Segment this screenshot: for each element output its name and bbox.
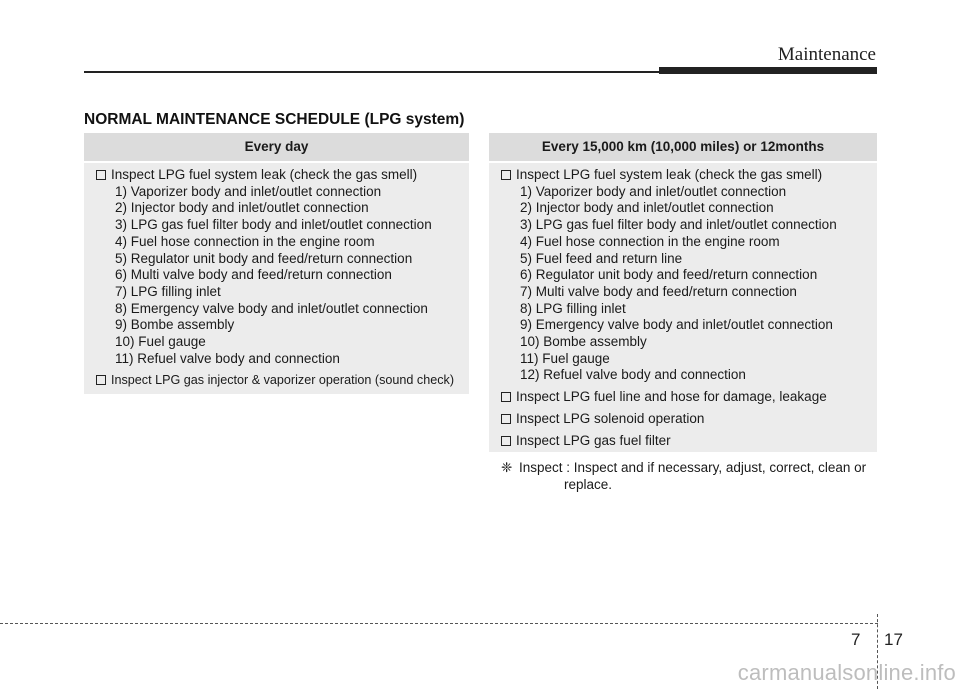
checklist-subitem: 9) Emergency valve body and inlet/outlet connection xyxy=(520,317,833,333)
checklist-item xyxy=(96,372,469,389)
checklist-subitem: 5) Regulator unit body and feed/return connection xyxy=(115,250,413,266)
checklist-item-label: Inspect LPG gas injector & vaporizer operation (sound check) xyxy=(111,373,455,388)
checklist-subitem: 8) Emergency valve body and inlet/outlet connection xyxy=(115,300,428,316)
checkbox-icon xyxy=(501,170,511,180)
checklist-subitem: 4) Fuel hose connection in the engine room xyxy=(115,233,375,249)
footnote-symbol: ❈ xyxy=(501,460,513,475)
checklist-item xyxy=(501,411,877,428)
checklist-subitem: 6) Regulator unit body and feed/return connection xyxy=(520,267,818,283)
every-15000-header: Every 15,000 km (10,000 miles) or 12months xyxy=(489,133,877,163)
checklist-item xyxy=(501,433,877,450)
checkbox-icon xyxy=(501,436,511,446)
checkbox-icon xyxy=(501,392,511,402)
every-15000-box xyxy=(489,133,877,452)
page-title: NORMAL MAINTENANCE SCHEDULE (LPG system) xyxy=(84,111,465,128)
checklist-item xyxy=(96,167,469,367)
footnote-line2: replace. xyxy=(564,477,613,492)
checklist-subitem: 7) LPG filling inlet xyxy=(115,283,221,299)
checklist-item-label: Inspect LPG fuel system leak (check the gas smell) xyxy=(516,167,823,182)
footnote-line1: Inspect : Inspect and if necessary, adjust, correct, clean or xyxy=(519,460,867,475)
checklist-subitem: 9) Bombe assembly xyxy=(115,317,235,333)
checklist-subitem: 12) Refuel valve body and connection xyxy=(520,367,746,383)
checkbox-icon xyxy=(96,375,106,385)
header-rule-thin xyxy=(84,71,660,73)
checklist-subitem: 7) Multi valve body and feed/return connection xyxy=(520,283,797,299)
checklist-item xyxy=(501,389,877,406)
footnote xyxy=(501,459,871,493)
checkbox-icon xyxy=(501,414,511,424)
checklist-subitem: 11) Fuel gauge xyxy=(520,350,610,366)
checklist-item-label: Inspect LPG fuel system leak (check the gas smell) xyxy=(111,167,418,182)
checklist-subitem: 1) Vaporizer body and inlet/outlet connection xyxy=(115,183,382,199)
checklist-subitem: 11) Refuel valve body and connection xyxy=(115,350,340,366)
every-day-list xyxy=(84,163,469,389)
every-15000-list xyxy=(489,163,877,449)
checklist-subitem: 2) Injector body and inlet/outlet connection xyxy=(520,200,774,216)
checklist-subitem: 10) Fuel gauge xyxy=(115,334,206,350)
checklist-subitem: 6) Multi valve body and feed/return connection xyxy=(115,267,392,283)
checklist-subitem: 1) Vaporizer body and inlet/outlet connection xyxy=(520,183,787,199)
checkbox-icon xyxy=(96,170,106,180)
checklist-item-label: Inspect LPG gas fuel filter xyxy=(516,432,671,448)
chapter-number: 7 xyxy=(851,630,861,649)
checklist-subitem: 8) LPG filling inlet xyxy=(520,300,626,316)
checklist-item-label: Inspect LPG solenoid operation xyxy=(516,410,705,426)
checklist-subitem: 4) Fuel hose connection in the engine room xyxy=(520,233,780,249)
every-day-header: Every day xyxy=(84,133,469,163)
checklist-subitem: 2) Injector body and inlet/outlet connection xyxy=(115,200,369,216)
checklist-subitem: 5) Fuel feed and return line xyxy=(520,250,683,266)
checklist-subitem: 3) LPG gas fuel filter body and inlet/outlet connection xyxy=(115,217,432,233)
footer-dashed-rule xyxy=(0,623,878,624)
header-rule-thick xyxy=(659,67,877,74)
watermark: carmanualsonline.info xyxy=(737,660,956,685)
checklist-item-label: Inspect LPG fuel line and hose for damage, leakage xyxy=(516,389,827,405)
checklist-subitem: 10) Bombe assembly xyxy=(520,334,647,350)
checklist-item xyxy=(501,167,877,384)
every-day-box xyxy=(84,133,469,394)
checklist-subitem: 3) LPG gas fuel filter body and inlet/outlet connection xyxy=(520,217,837,233)
section-title: Maintenance xyxy=(777,44,876,65)
page-number: 17 xyxy=(884,630,903,649)
